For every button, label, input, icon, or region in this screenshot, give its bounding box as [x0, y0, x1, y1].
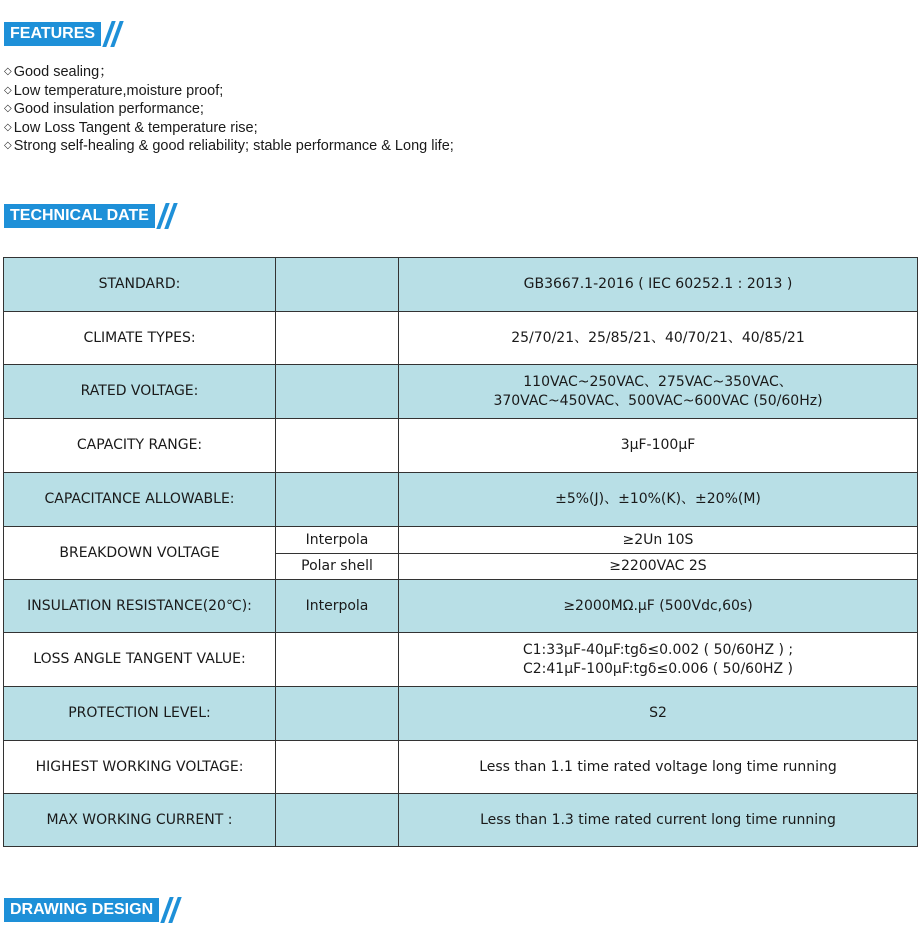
spec-label: PROTECTION LEVEL: — [4, 687, 276, 741]
spec-sub — [276, 687, 399, 741]
table-row — [4, 580, 918, 633]
spec-sub — [276, 419, 399, 473]
table-row — [4, 794, 918, 847]
spec-sub — [276, 312, 399, 365]
spec-sub — [276, 794, 399, 847]
slash-decoration — [157, 203, 173, 229]
list-item: ◇ Good insulation performance; — [4, 101, 204, 117]
features-header — [4, 22, 119, 46]
spec-sub: Polar shell — [276, 554, 399, 580]
spec-sub: Interpola — [276, 527, 399, 554]
spec-label: HIGHEST WORKING VOLTAGE: — [4, 741, 276, 794]
specs-table — [3, 257, 918, 847]
spec-value: GB3667.1-2016 ( IEC 60252.1 : 2013 ) — [399, 258, 918, 312]
table-row — [4, 633, 918, 687]
spec-value: C1:33μF-40μF:tgδ≤0.002 ( 50/60HZ ) ; C2:41μF-100μF:tgδ≤0.006 ( 50/60HZ ) — [399, 633, 918, 687]
spec-label: RATED VOLTAGE: — [4, 365, 276, 419]
spec-value: 3μF-100μF — [399, 419, 918, 473]
drawing-title: DRAWING DESIGN — [4, 898, 159, 922]
table-row — [4, 258, 918, 312]
features-list — [4, 63, 454, 156]
spec-value: S2 — [399, 687, 918, 741]
spec-value: ±5%(J)、±10%(K)、±20%(M) — [399, 473, 918, 527]
table-row — [4, 473, 918, 527]
spec-label: CAPACITANCE ALLOWABLE: — [4, 473, 276, 527]
spec-value: Less than 1.1 time rated voltage long time running — [399, 741, 918, 794]
spec-value: 110VAC~250VAC、275VAC~350VAC、 370VAC~450VAC、500VAC~600VAC (50/60Hz) — [399, 365, 918, 419]
list-item: ◇ Low temperature,moisture proof; — [4, 82, 224, 99]
spec-label: CAPACITY RANGE: — [4, 419, 276, 473]
table-row — [4, 419, 918, 473]
spec-sub: Interpola — [276, 580, 399, 633]
spec-label: LOSS ANGLE TANGENT VALUE: — [4, 633, 276, 687]
spec-sub — [276, 258, 399, 312]
spec-sub — [276, 473, 399, 527]
table-row — [4, 741, 918, 794]
table-row — [4, 687, 918, 741]
spec-label: BREAKDOWN VOLTAGE — [4, 527, 276, 580]
spec-sub — [276, 365, 399, 419]
list-item: ◇ Low Loss Tangent & temperature rise; — [4, 119, 258, 136]
list-item: ◇ Good sealing； — [4, 64, 114, 80]
list-item: ◇ Strong self-healing & good reliability; stable performance & Long life; — [4, 138, 454, 154]
table-row — [4, 312, 918, 365]
spec-label: STANDARD: — [4, 258, 276, 312]
spec-label: CLIMATE TYPES: — [4, 312, 276, 365]
slash-decoration — [103, 21, 119, 47]
spec-value: ≥2200VAC 2S — [399, 554, 918, 580]
spec-sub — [276, 741, 399, 794]
technical-title: TECHNICAL DATE — [4, 204, 155, 228]
spec-sub — [276, 633, 399, 687]
features-title: FEATURES — [4, 22, 101, 46]
table-row — [4, 527, 918, 554]
spec-value: ≥2Un 10S — [399, 527, 918, 554]
technical-header — [4, 204, 173, 228]
drawing-header — [4, 898, 177, 922]
slash-decoration — [161, 897, 177, 923]
spec-value: 25/70/21、25/85/21、40/70/21、40/85/21 — [399, 312, 918, 365]
spec-value: Less than 1.3 time rated current long time running — [399, 794, 918, 847]
spec-label: MAX WORKING CURRENT : — [4, 794, 276, 847]
table-row — [4, 365, 918, 419]
spec-value: ≥2000MΩ.μF (500Vdc,60s) — [399, 580, 918, 633]
spec-label: INSULATION RESISTANCE(20℃): — [4, 580, 276, 633]
